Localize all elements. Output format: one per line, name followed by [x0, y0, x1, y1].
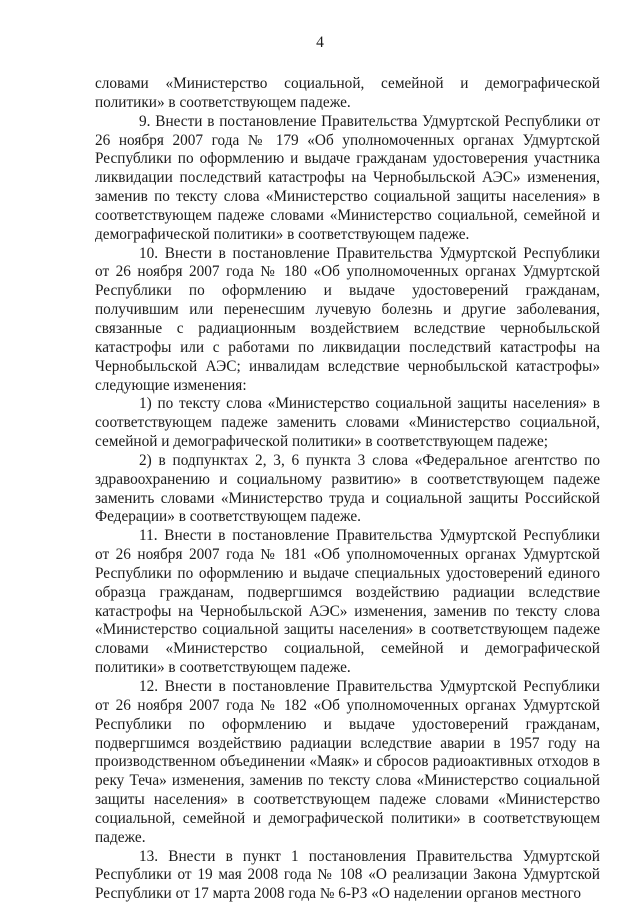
page-number: 4 [316, 34, 324, 51]
paragraph-item-9: 9. Внести в постановление Правительства Удмуртской Республики от 26 ноября 2007 года № 179 «Об уполномоченных органах Удмуртской Республики по оформлению и выдаче гражданам удостоверения участника ликвидации последствий катастрофы на Чернобыльской АЭС» изменения, заменив по тексту слова «Министерство социальной защиты населения» в соответствующем падеже словами «Министерство социальной, семейной и демографической политики» в соответствующем падеже. [95, 112, 600, 243]
document-body [95, 75, 600, 904]
paragraph-continuation: словами «Министерство социальной, семейной и демографической политики» в соответствующем падеже. [95, 75, 600, 111]
paragraph-subitem-1: 1) по тексту слова «Министерство социальной защиты населения» в соответствующем падеже заменить словами «Министерство социальной, семейной и демографической политики» в соответствующем падеже; [95, 395, 600, 451]
paragraph-item-13: 13. Внести в пункт 1 постановления Правительства Удмуртской Республики от 19 мая 2008 года № 108 «О реализации Закона Удмуртской Республики от 17 марта 2008 года № 6-РЗ «О наделении органов местного [95, 847, 600, 903]
paragraph-item-11: 11. Внести в постановление Правительства Удмуртской Республики от 26 ноября 2007 года № 181 «Об уполномоченных органах Удмуртской Республики по оформлению и выдаче специальных удостоверений единого образца гражданам, подвергшимся воздействию радиации вследствие катастрофы на Чернобыльской АЭС» изменения, заменив по тексту слова «Министерство социальной защиты населения» в соответствующем падеже словами «Министерство социальной, семейной и демографической политики» в соответствующем падеже. [95, 527, 600, 677]
paragraph-subitem-2: 2) в подпунктах 2, 3, 6 пункта 3 слова «Федеральное агентство по здравоохранению и социальному развитию» в соответствующем падеже заменить словами «Министерство труда и социальной защиты Российской Федерации» в соответствующем падеже. [95, 451, 600, 526]
paragraph-item-12: 12. Внести в постановление Правительства Удмуртской Республики от 26 ноября 2007 года № 182 «Об уполномоченных органах Удмуртской Республики по оформлению и выдаче удостоверений гражданам, подвергшимся воздействию радиации вследствие аварии в 1957 году на производственном объединении «Маяк» и сбросов радиоактивных отходов в реку Теча» изменения, заменив по тексту слова «Министерство социальной защиты населения» в соответствующем падеже словами «Министерство социальной, семейной и демографической политики» в соответствующем падеже. [95, 678, 600, 846]
paragraph-item-10: 10. Внести в постановление Правительства Удмуртской Республики от 26 ноября 2007 года № 180 «Об уполномоченных органах Удмуртской Республики по оформлению и выдаче удостоверений гражданам, получившим или перенесшим лучевую болезнь и другие заболевания, связанные с радиационным воздействием вследствие чернобыльской катастрофы или с работами по ликвидации последствий катастрофы на Чернобыльской АЭС; инвалидам вследствие чернобыльской катастрофы» следующие изменения: [95, 244, 600, 394]
